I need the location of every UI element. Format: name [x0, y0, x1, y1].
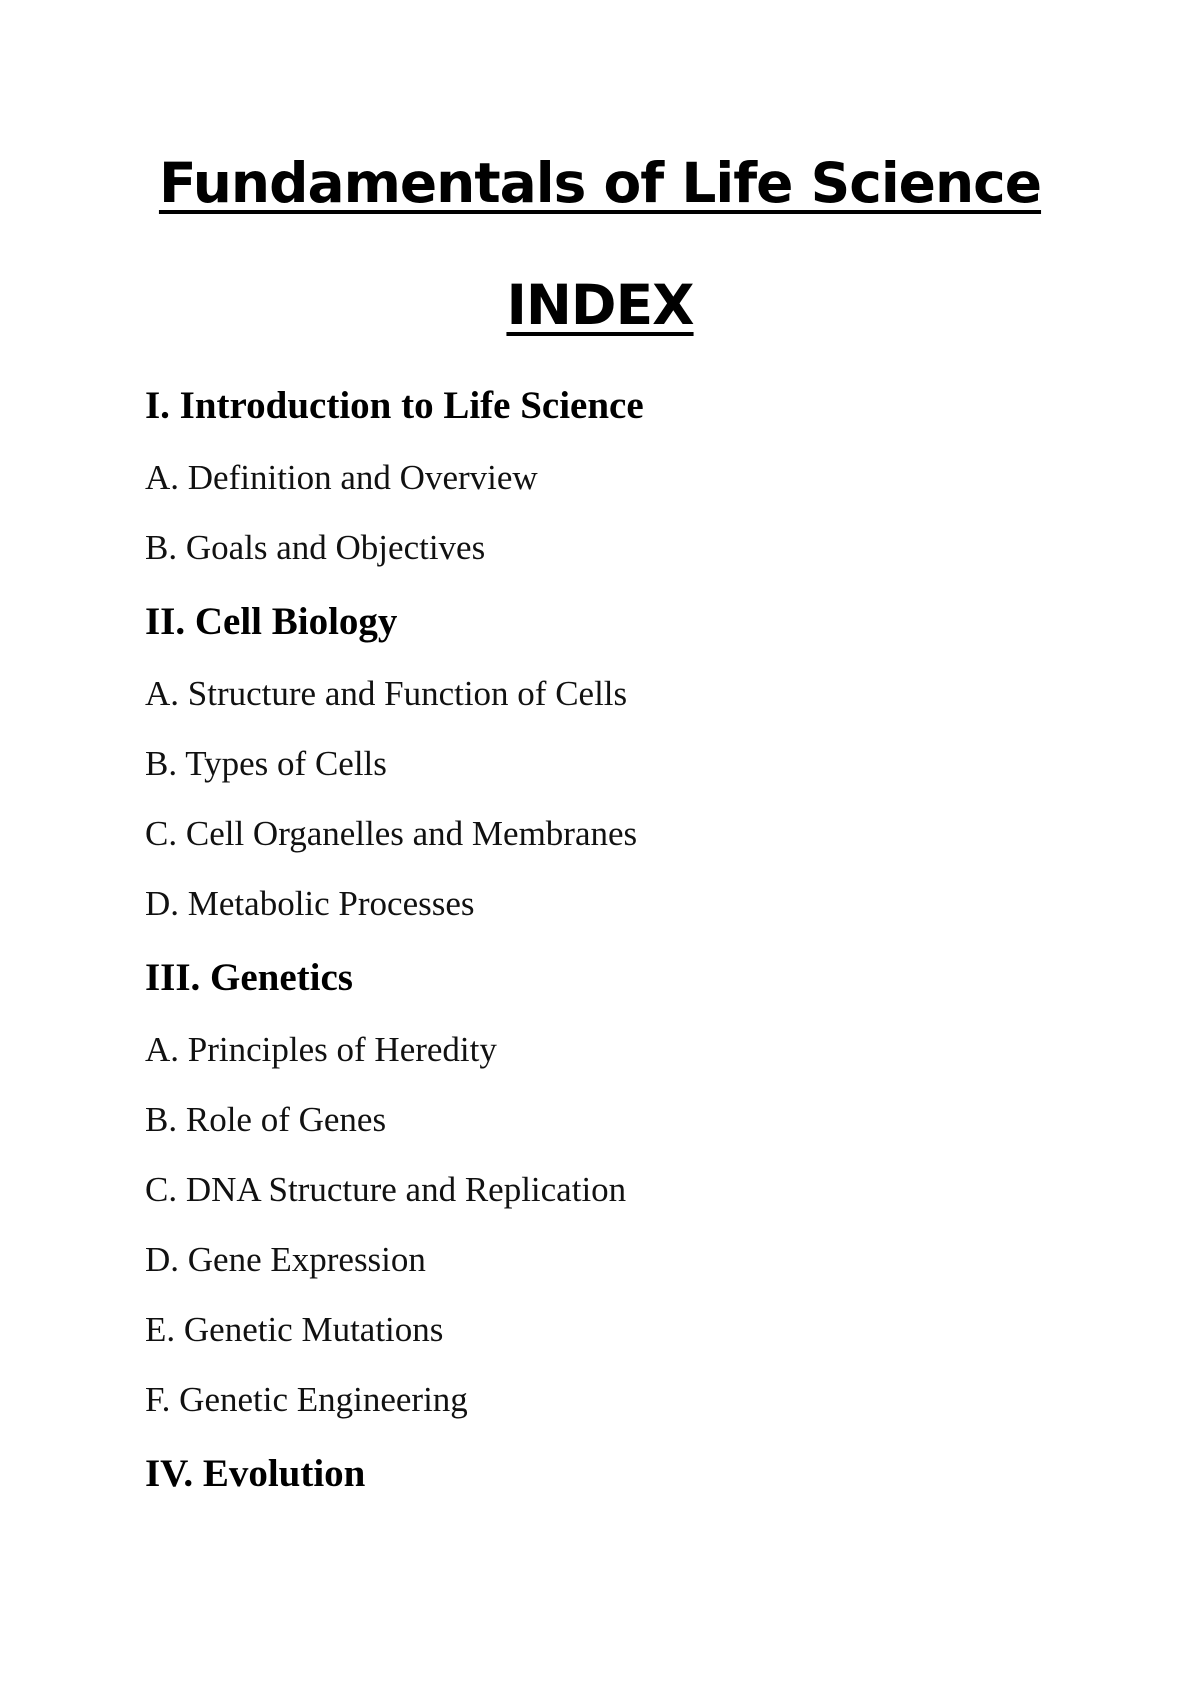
section-heading-genetics: III. Genetics	[145, 956, 353, 999]
index-item: A. Definition and Overview	[145, 458, 538, 497]
index-item: D. Gene Expression	[145, 1240, 426, 1279]
index-item: A. Principles of Heredity	[145, 1030, 497, 1069]
index-heading: INDEX	[506, 273, 694, 337]
index-item: B. Types of Cells	[145, 744, 387, 783]
index-item: E. Genetic Mutations	[145, 1310, 444, 1349]
index-item: B. Role of Genes	[145, 1100, 387, 1139]
section-heading-introduction: I. Introduction to Life Science	[145, 384, 644, 427]
section-heading-evolution: IV. Evolution	[145, 1452, 366, 1495]
index-item: F. Genetic Engineering	[145, 1380, 468, 1419]
section-heading-cell-biology: II. Cell Biology	[145, 600, 398, 643]
index-item: C. Cell Organelles and Membranes	[145, 814, 638, 853]
document-title: Fundamentals of Life Science	[158, 151, 1042, 215]
index-item: A. Structure and Function of Cells	[145, 674, 628, 713]
index-item: D. Metabolic Processes	[145, 884, 475, 923]
index-item: B. Goals and Objectives	[145, 528, 486, 567]
index-item: C. DNA Structure and Replication	[145, 1170, 627, 1209]
